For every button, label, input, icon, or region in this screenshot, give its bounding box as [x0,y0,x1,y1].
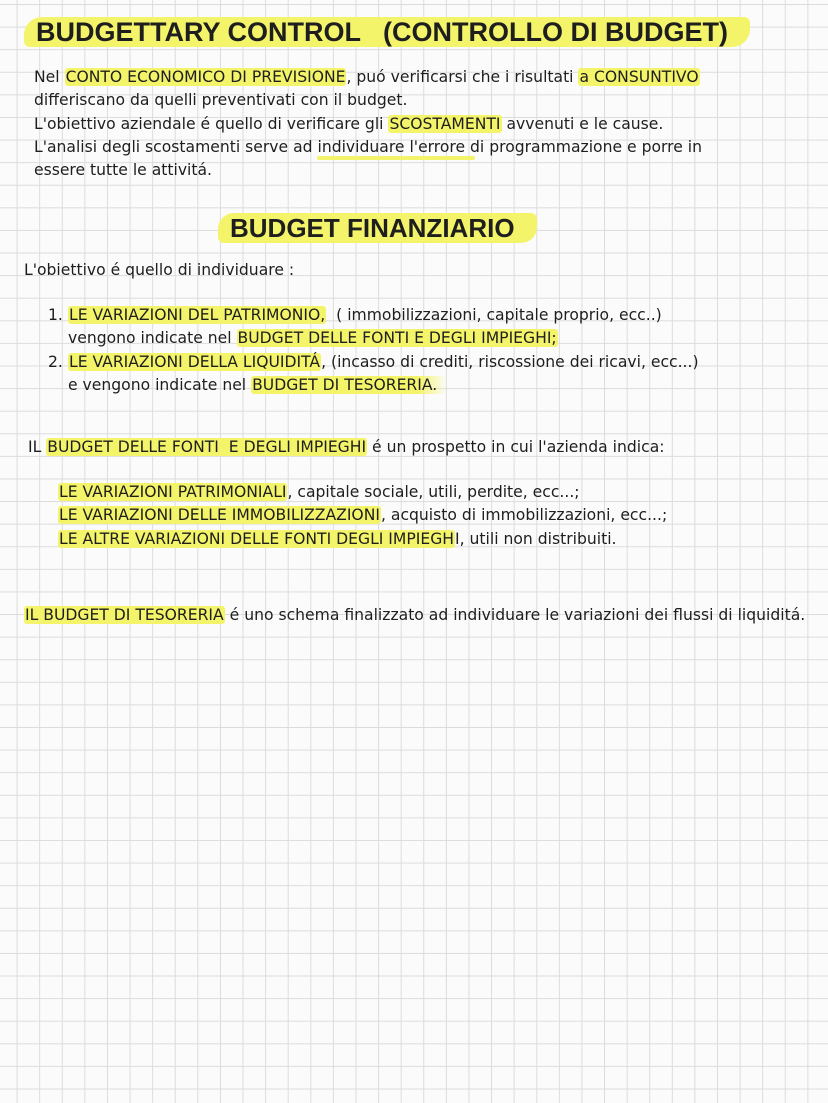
intro-line: essere tutte le attivitá. [34,161,213,180]
page-title-text: BUDGETTARY CONTROL (CONTROLLO DI BUDGET) [24,17,750,47]
intro-line: L'obiettivo aziendale é quello di verificare gli SCOSTAMENTI avvenuti e le cause. [34,114,664,133]
highlight: LE VARIAZIONI DEL PATRIMONIO, [69,306,326,324]
intro-paragraph [34,66,804,182]
highlight: LE VARIAZIONI DELLE IMMOBILIZZAZIONI [59,506,380,525]
underline-highlight: individuare l'errore [317,137,466,156]
list-item: 1. LE VARIAZIONI DEL PATRIMONIO, ( immobilizzazioni, capitale proprio, ecc..) vengono indicate nel BUDGET DELLE FONTI E DEGLI IMPIEGHI; [48,306,662,348]
highlight: BUDGET DELLE FONTI E DEGLI IMPIEGHI; [237,329,557,348]
list-item: 2. LE VARIAZIONI DELLA LIQUIDITÁ, (incasso di crediti, riscossione dei ricavi, ecc...) e vengono indicate nel BUDGET DI TESORERIA. [48,352,699,394]
highlight: LE ALTRE VARIAZIONI DELLE FONTI DEGLI IMPIEGH [59,529,455,548]
highlight: LE VARIAZIONI PATRIMONIALI [59,483,287,501]
intro-line: differiscano da quelli preventivati con il budget. [34,91,408,110]
list-item: LE VARIAZIONI DELLE IMMOBILIZZAZIONI, acquisto di immobilizzazioni, ecc...; [59,506,668,525]
highlight: BUDGET DI TESORERIA. [251,376,447,394]
section-lead: L'obiettivo é quello di individuare : [24,261,295,279]
list-item: LE VARIAZIONI PATRIMONIALI, capitale sociale, utili, perdite, ecc...; [59,483,580,501]
section-heading [218,208,537,248]
fonti-list [58,481,667,551]
list-number: 1. [48,306,63,324]
list-item: LE ALTRE VARIAZIONI DELLE FONTI DEGLI IMPIEGHI, utili non distribuiti. [59,529,617,548]
highlight: BUDGET DELLE FONTI E DEGLI IMPIEGHI [47,438,367,456]
highlight: CONTO ECONOMICO DI PREVISIONE [65,68,346,86]
highlight: IL BUDGET DI TESORERIA [25,606,224,624]
intro-line: Nel CONTO ECONOMICO DI PREVISIONE, puó verificarsi che i risultati a CONSUNTIVO [34,68,699,86]
intro-line: L'analisi degli scostamenti serve ad individuare l'errore di programmazione e porre in [34,137,702,156]
variations-list [48,304,699,397]
section-heading-text: BUDGET FINANZIARIO [218,213,537,243]
list-number: 2. [48,352,63,371]
highlight: SCOSTAMENTI [389,114,501,133]
highlight: LE VARIAZIONI DELLA LIQUIDITÁ [69,352,321,371]
fonti-intro: IL BUDGET DELLE FONTI E DEGLI IMPIEGHI é un prospetto in cui l'azienda indica: [28,438,665,456]
highlight: a CONSUNTIVO [579,68,699,86]
tesoreria-paragraph: IL BUDGET DI TESORERIA é uno schema finalizzato ad individuare le variazioni dei flussi di liquiditá. [25,606,806,624]
page-title [24,12,750,52]
